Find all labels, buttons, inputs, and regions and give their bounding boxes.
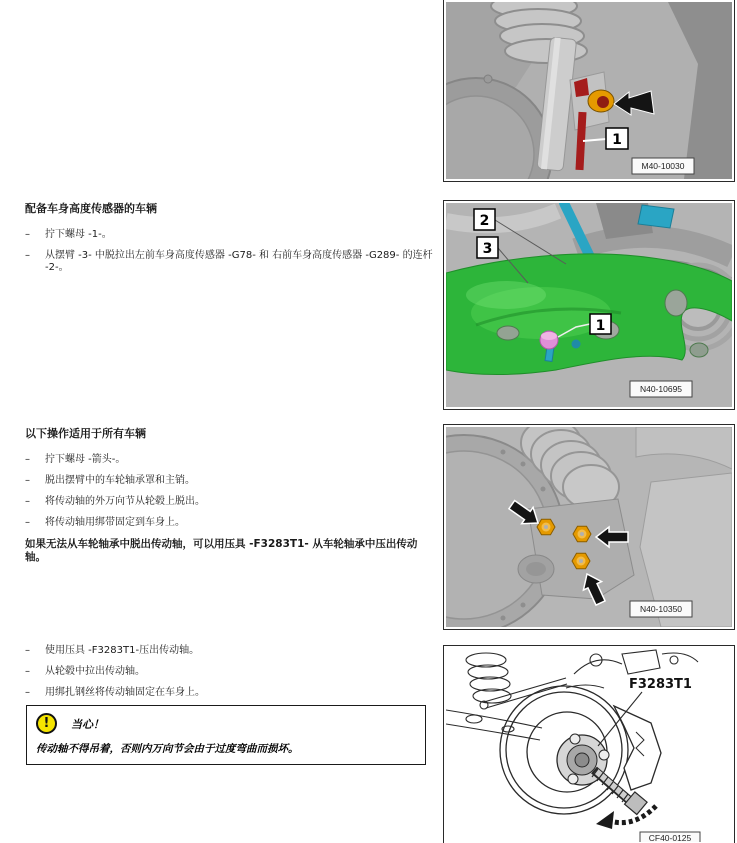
arm-hole — [690, 343, 708, 357]
link-nut-center — [597, 96, 609, 108]
figure-strut-nut — [443, 0, 735, 182]
hub-bolt — [599, 750, 609, 760]
tool-label: F3283T1 — [629, 677, 692, 692]
warning-exclamation-icon: ! — [36, 713, 57, 734]
bullet-text: 使用压具 -F3283T1-压出传动轴。 — [45, 645, 200, 656]
bullet-text: 用绑扎钢丝将传动轴固定在车身上。 — [45, 687, 205, 698]
section-all-vehicles — [25, 425, 437, 575]
bullet-dash: – — [25, 687, 30, 698]
svg-text:1: 1 — [612, 132, 622, 148]
svg-text:CF40-0125: CF40-0125 — [648, 833, 692, 842]
body-bolt — [484, 75, 492, 83]
arm-hole — [665, 290, 687, 316]
list-item — [25, 454, 437, 466]
list-item — [25, 250, 437, 274]
callout-1 — [590, 314, 611, 334]
figure-illustration — [446, 2, 732, 179]
section-heading: 以下操作适用于所有车辆 — [25, 427, 146, 440]
bullet-text: 将传动轴的外万向节从轮毂上脱出。 — [45, 496, 205, 507]
caution-box — [26, 705, 426, 765]
list-item — [25, 475, 437, 487]
figure-bearing-housing-bolts — [443, 424, 735, 630]
hub-bolt — [568, 774, 578, 784]
bullet-dash: – — [25, 517, 30, 528]
figure-code-label — [630, 381, 692, 397]
svg-text:2: 2 — [479, 213, 490, 229]
bolt — [572, 553, 590, 569]
svg-text:N40-10350: N40-10350 — [639, 604, 683, 614]
section-heading: 配备车身高度传感器的车辆 — [25, 202, 157, 215]
arm-hole — [497, 326, 519, 340]
callout-1 — [606, 128, 628, 149]
figure-illustration — [446, 203, 732, 407]
bullet-text: 拧下螺母 -箭头-。 — [45, 454, 126, 465]
section-height-sensor — [25, 200, 437, 283]
bolt — [573, 526, 591, 542]
list-item — [25, 645, 437, 657]
bullet-text: 脱出摆臂中的车轮轴承罩和主销。 — [45, 475, 195, 486]
bearing-housing-face — [528, 499, 634, 599]
section-press-out — [25, 645, 437, 708]
bullet-dash: – — [25, 496, 30, 507]
list-item — [25, 229, 437, 241]
figure-code-label — [632, 158, 694, 174]
bullet-dash: – — [25, 645, 30, 656]
list-item — [25, 666, 437, 678]
svg-text:N40-10695: N40-10695 — [639, 384, 683, 394]
figure-press-tool — [443, 645, 735, 843]
bullet-dash: – — [25, 475, 30, 486]
callout-2 — [474, 209, 495, 230]
list-item — [25, 687, 437, 699]
svg-text:M40-10030: M40-10030 — [641, 161, 685, 171]
bullet-dash: – — [25, 250, 30, 261]
figure-illustration — [446, 427, 732, 627]
bullet-text: 拧下螺母 -1-。 — [45, 229, 112, 240]
bullet-dash: – — [25, 666, 30, 677]
bolt — [537, 519, 555, 535]
bullet-text: 从摆臂 -3- 中脱拉出左前车身高度传感器 -G78- 和 右前车身高度传感器 -G289- 的连杆 -2-。 — [45, 250, 433, 273]
kingpin-boss-inner — [526, 562, 546, 576]
figure-height-sensor-link — [443, 200, 735, 410]
svg-text:1: 1 — [595, 318, 606, 334]
svg-text:3: 3 — [482, 241, 493, 257]
list-item — [25, 517, 437, 529]
callout-3 — [477, 237, 498, 258]
bullet-dash: – — [25, 454, 30, 465]
bullet-dash: – — [25, 229, 30, 240]
figure-illustration — [446, 648, 732, 842]
caution-title: 当心！ — [71, 717, 104, 731]
caution-text: 传动轴不得吊着，否则内万向节会由于过度弯曲而损坏。 — [36, 743, 299, 755]
figure-code-label — [640, 832, 700, 842]
small-bolt — [572, 340, 581, 349]
caution-header — [36, 713, 416, 734]
figure-code-label — [630, 601, 692, 617]
bullet-text: 将传动轴用绑带固定到车身上。 — [45, 517, 185, 528]
bullet-text: 从轮毂中拉出传动轴。 — [45, 666, 145, 677]
press-tool-note: 如果无法从车轮轴承中脱出传动轴，可以用压具 -F3283T1- 从车轮轴承中压出传动轴。 — [25, 538, 418, 563]
list-item — [25, 496, 437, 508]
hub-bolt — [570, 734, 580, 744]
